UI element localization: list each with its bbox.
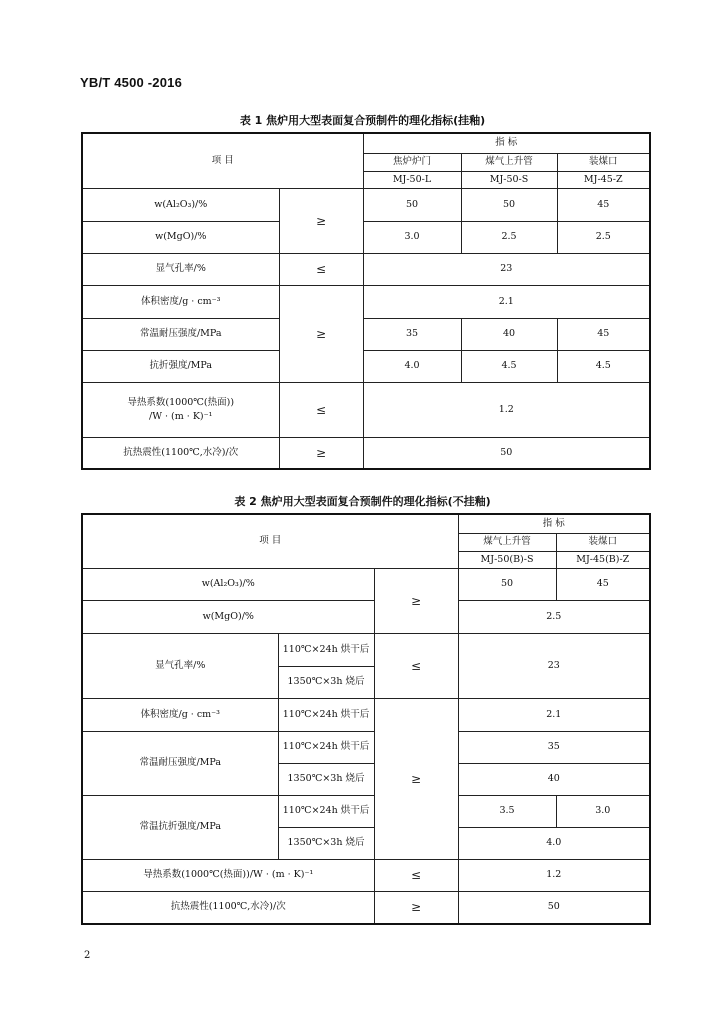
table1-code-header: MJ-45-Z	[557, 171, 650, 188]
table2-item-header: 项 目	[82, 514, 458, 568]
table2-condition: 110℃×24h 烘干后	[278, 633, 374, 666]
table1-cell: 50	[363, 188, 461, 221]
table2-row-label: 导热系数(1000℃(热面))/W · (m · K)⁻¹	[82, 859, 374, 891]
table1-cell: 40	[461, 318, 557, 350]
table2-caption: 表 2 焦炉用大型表面复合预制件的理化指标(不挂釉)	[234, 495, 491, 508]
table2-cell: 3.5	[458, 795, 556, 827]
table2-cell: 40	[458, 763, 650, 795]
page-number: 2	[84, 950, 91, 961]
table1-caption: 表 1 焦炉用大型表面复合预制件的理化指标(挂釉)	[239, 114, 486, 127]
table2-condition: 1350℃×3h 烧后	[278, 763, 374, 795]
table2-row-label: 常温耐压强度/MPa	[82, 731, 278, 795]
table2	[81, 513, 651, 925]
table1-cell: 23	[363, 253, 650, 285]
table2-symbol: ≥	[374, 568, 458, 633]
table1-row-label: 常温耐压强度/MPa	[82, 318, 279, 350]
table2-row-label: 抗热震性(1100℃,水冷)/次	[82, 891, 374, 924]
table1-cell: 50	[363, 437, 650, 469]
table1-cell: 2.5	[461, 221, 557, 253]
table1-cell: 35	[363, 318, 461, 350]
table2-cell: 45	[556, 568, 650, 600]
table1-index-header: 指 标	[363, 133, 650, 153]
table1-symbol: ≥	[279, 437, 363, 469]
table2-col-header: 煤气上升管	[458, 533, 556, 551]
table1-cell: 1.2	[363, 382, 650, 437]
table1-cell: 3.0	[363, 221, 461, 253]
table1-item-header: 项 目	[82, 133, 363, 188]
table1-cell: 45	[557, 318, 650, 350]
table2-row-label: 显气孔率/%	[82, 633, 278, 698]
table1-symbol: ≤	[279, 382, 363, 437]
table2-condition: 1350℃×3h 烧后	[278, 666, 374, 698]
table2-symbol: ≥	[374, 891, 458, 924]
table1-row-label: 体积密度/g · cm⁻³	[82, 285, 279, 318]
table2-condition: 110℃×24h 烘干后	[278, 731, 374, 763]
table1-col-header: 焦炉炉门	[363, 153, 461, 171]
table2-cell: 35	[458, 731, 650, 763]
table2-symbol: ≥	[374, 698, 458, 859]
table2-symbol: ≤	[374, 633, 458, 698]
table2-code-header: MJ-50(B)-S	[458, 551, 556, 568]
standard-code: YB/T 4500 -2016	[80, 75, 183, 90]
table2-cell: 1.2	[458, 859, 650, 891]
table2-col-header: 装煤口	[556, 533, 650, 551]
table1-row-label: 抗折强度/MPa	[82, 350, 279, 382]
table1-cell: 50	[461, 188, 557, 221]
table1-symbol: ≤	[279, 253, 363, 285]
table1-symbol: ≥	[279, 188, 363, 253]
table2-cell: 50	[458, 568, 556, 600]
table1-cell: 45	[557, 188, 650, 221]
thermal-label-line2: /W · (m · K)⁻¹	[149, 410, 213, 422]
table2-cell: 3.0	[556, 795, 650, 827]
table1-cell: 4.5	[461, 350, 557, 382]
table1-cell: 2.1	[363, 285, 650, 318]
thermal-label-line1: 导热系数(1000℃(热面))	[127, 396, 235, 408]
table1-col-header: 装煤口	[557, 153, 650, 171]
table1-cell: 4.5	[557, 350, 650, 382]
table2-cell: 2.5	[458, 600, 650, 633]
table1-row-label: 显气孔率/%	[82, 253, 279, 285]
table1-row-label: w(Al₂O₃)/%	[82, 188, 279, 221]
table1-symbol: ≥	[279, 285, 363, 382]
table2-cell: 4.0	[458, 827, 650, 859]
table2-cell: 23	[458, 633, 650, 698]
table2-condition: 110℃×24h 烘干后	[278, 698, 374, 731]
table2-condition: 110℃×24h 烘干后	[278, 795, 374, 827]
table1-code-header: MJ-50-S	[461, 171, 557, 188]
table1-row-label: 抗热震性(1100℃,水冷)/次	[82, 437, 279, 469]
table1-col-header: 煤气上升管	[461, 153, 557, 171]
table2-code-header: MJ-45(B)-Z	[556, 551, 650, 568]
table2-cell: 2.1	[458, 698, 650, 731]
table2-row-label: 常温抗折强度/MPa	[82, 795, 278, 859]
table1-row-label: w(MgO)/%	[82, 221, 279, 253]
table2-row-label: 体积密度/g · cm⁻³	[82, 698, 278, 731]
table1-cell: 2.5	[557, 221, 650, 253]
table2-row-label: w(Al₂O₃)/%	[82, 568, 374, 600]
table1-row-label	[82, 382, 279, 437]
table2-index-header: 指 标	[458, 514, 650, 533]
table1-cell: 4.0	[363, 350, 461, 382]
table2-row-label: w(MgO)/%	[82, 600, 374, 633]
table2-cell: 50	[458, 891, 650, 924]
table2-condition: 1350℃×3h 烧后	[278, 827, 374, 859]
table2-symbol: ≤	[374, 859, 458, 891]
table1	[81, 132, 651, 470]
table1-code-header: MJ-50-L	[363, 171, 461, 188]
